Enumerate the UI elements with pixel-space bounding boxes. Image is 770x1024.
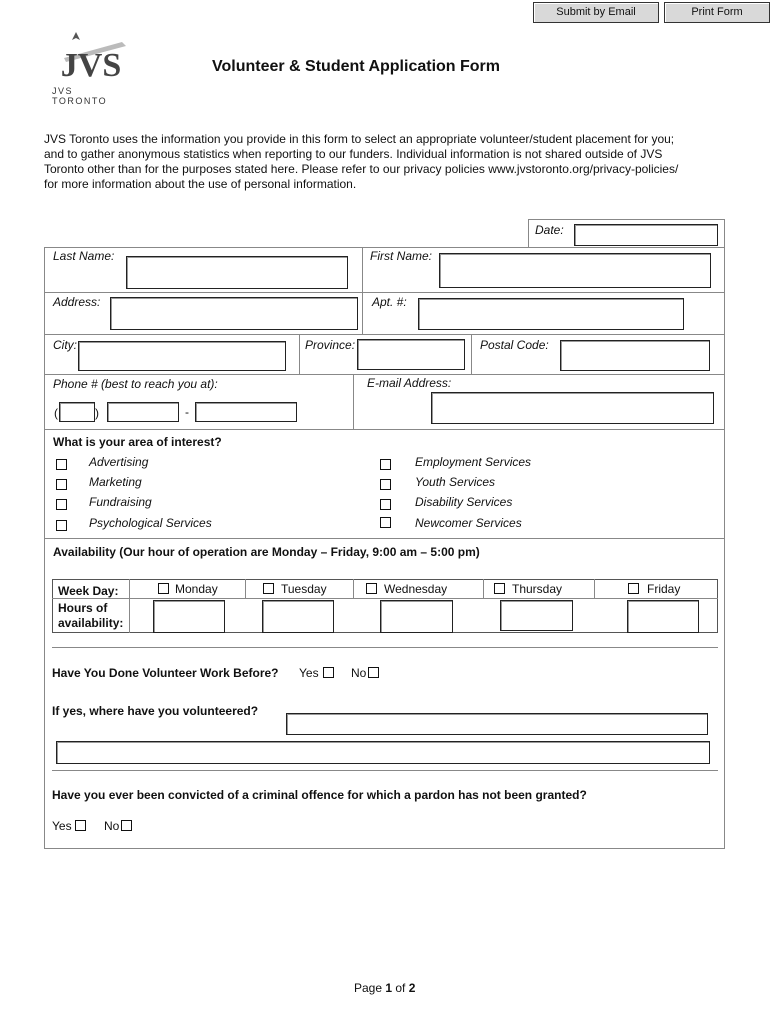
submit-by-email-button[interactable]: Submit by Email <box>533 2 659 23</box>
apt-field[interactable] <box>418 298 684 330</box>
thursday-checkbox[interactable] <box>494 583 505 594</box>
marketing-label: Marketing <box>89 475 142 489</box>
address-field[interactable] <box>110 297 358 330</box>
province-field[interactable] <box>357 339 465 370</box>
newcomer-services-label: Newcomer Services <box>415 516 522 530</box>
advertising-label: Advertising <box>89 455 149 469</box>
intro-line: for more information about the use of personal information. <box>44 177 357 191</box>
page-title: Volunteer & Student Application Form <box>212 58 500 75</box>
form-border-right <box>724 219 725 849</box>
postal-code-field[interactable] <box>560 340 710 371</box>
week-day-label: Week Day: <box>58 584 119 598</box>
phone-dash: - <box>185 405 189 419</box>
phone-label: Phone # (best to reach you at): <box>53 377 218 391</box>
advertising-checkbox[interactable] <box>56 459 67 470</box>
volunteer-where-field-2[interactable] <box>56 741 710 764</box>
friday-label: Friday <box>647 582 681 596</box>
last-name-field[interactable] <box>126 256 348 289</box>
logo-subtitle: JVS TORONTO <box>52 86 108 106</box>
postal-code-label: Postal Code: <box>480 338 549 352</box>
apt-label: Apt. #: <box>372 295 407 309</box>
last-name-label: Last Name: <box>53 249 115 263</box>
date-top-border <box>528 219 725 220</box>
psychological-services-label: Psychological Services <box>89 516 212 530</box>
volunteer-question: Have You Done Volunteer Work Before? <box>52 666 279 680</box>
first-name-field[interactable] <box>439 253 711 288</box>
thursday-hours-field[interactable] <box>500 600 573 631</box>
date-label: Date: <box>535 223 564 237</box>
date-field[interactable] <box>574 224 718 246</box>
disability-services-checkbox[interactable] <box>380 499 391 510</box>
criminal-question: Have you ever been convicted of a criminal offence for which a pardon has not been granted? <box>52 788 587 802</box>
youth-services-label: Youth Services <box>415 475 496 489</box>
employment-services-label: Employment Services <box>415 455 532 469</box>
page-number: Page 1 of 2 <box>354 981 416 995</box>
province-label: Province: <box>305 338 356 352</box>
city-field[interactable] <box>78 341 286 371</box>
marketing-checkbox[interactable] <box>56 479 67 490</box>
youth-services-checkbox[interactable] <box>380 479 391 490</box>
phone-line-field[interactable] <box>195 402 297 422</box>
intro-paragraph <box>44 132 678 192</box>
fundraising-checkbox[interactable] <box>56 499 67 510</box>
wednesday-checkbox[interactable] <box>366 583 377 594</box>
address-label: Address: <box>53 295 101 309</box>
monday-hours-field[interactable] <box>153 600 225 633</box>
criminal-no-label: No <box>104 819 120 833</box>
tuesday-checkbox[interactable] <box>263 583 274 594</box>
monday-checkbox[interactable] <box>158 583 169 594</box>
email-field[interactable] <box>431 392 714 424</box>
jvs-logo <box>52 28 130 106</box>
hours-label: Hours of availability: <box>58 601 124 630</box>
criminal-yes-label: Yes <box>52 819 72 833</box>
employment-services-checkbox[interactable] <box>380 459 391 470</box>
monday-label: Monday <box>175 582 218 596</box>
form-border-left <box>44 247 45 849</box>
svg-text:JVS: JVS <box>60 47 122 84</box>
first-name-label: First Name: <box>370 249 433 263</box>
volunteer-no-label: No <box>351 666 367 680</box>
intro-line: Toronto other than for the purposes stated here. Please refer to our privacy policies www.jvstoronto.org/privacy-policies/ <box>44 162 679 176</box>
volunteer-where-field-1[interactable] <box>286 713 708 735</box>
volunteer-where-question: If yes, where have you volunteered? <box>52 704 259 718</box>
form-border-bottom <box>44 848 725 849</box>
email-label: E-mail Address: <box>367 376 452 390</box>
phone-open-paren: ( <box>54 406 58 420</box>
intro-line: and to gather anonymous statistics when reporting to our funders. Individual information is not shared outside of JVS <box>44 147 663 161</box>
volunteer-no-checkbox[interactable] <box>368 667 379 678</box>
disability-services-label: Disability Services <box>415 495 513 509</box>
date-left-border <box>528 219 529 248</box>
psychological-services-checkbox[interactable] <box>56 520 67 531</box>
friday-hours-field[interactable] <box>627 600 699 633</box>
availability-heading: Availability (Our hour of operation are Monday – Friday, 9:00 am – 5:00 pm) <box>53 545 480 559</box>
intro-line: JVS Toronto uses the information you provide in this form to select an appropriate volunteer/student placement for you; <box>44 132 675 146</box>
friday-checkbox[interactable] <box>628 583 639 594</box>
thursday-label: Thursday <box>512 582 563 596</box>
fundraising-label: Fundraising <box>89 495 152 509</box>
criminal-no-checkbox[interactable] <box>121 820 132 831</box>
wednesday-label: Wednesday <box>384 582 448 596</box>
print-form-button[interactable]: Print Form <box>664 2 770 23</box>
phone-prefix-field[interactable] <box>107 402 179 422</box>
volunteer-yes-label: Yes <box>299 666 319 680</box>
interest-heading: What is your area of interest? <box>53 435 222 449</box>
phone-area-code-field[interactable] <box>59 402 95 422</box>
criminal-yes-checkbox[interactable] <box>75 820 86 831</box>
tuesday-label: Tuesday <box>281 582 327 596</box>
volunteer-yes-checkbox[interactable] <box>323 667 334 678</box>
wednesday-hours-field[interactable] <box>380 600 453 633</box>
newcomer-services-checkbox[interactable] <box>380 517 391 528</box>
city-label: City: <box>53 338 77 352</box>
phone-close-paren: ) <box>95 406 99 420</box>
logo-graphic <box>52 28 130 84</box>
tuesday-hours-field[interactable] <box>262 600 334 633</box>
